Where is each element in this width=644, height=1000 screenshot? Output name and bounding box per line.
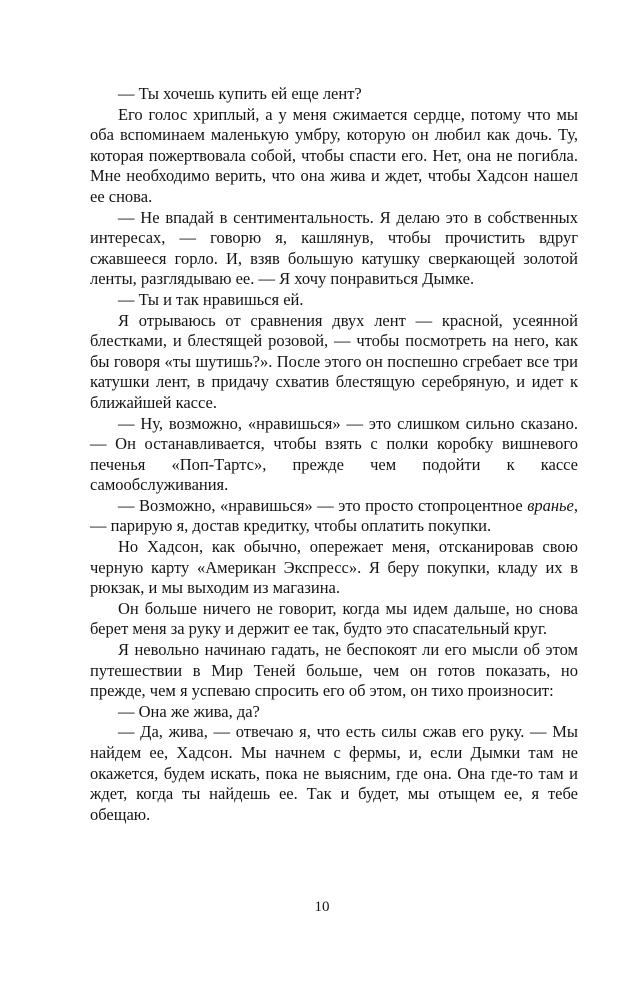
page-number: 10	[314, 899, 330, 915]
paragraph	[90, 105, 578, 208]
paragraph	[90, 414, 578, 496]
text-block	[90, 84, 578, 825]
paragraph	[90, 537, 578, 599]
text-run: — Ну, возможно, «нравишься» — это слишком сильно сказано. — Он останавливается, чтобы взять с полки коробку вишневого печенья «Поп-Тартс», прежде чем подойти к кассе самообслуживания.	[90, 413, 578, 495]
text-run: — Возможно, «нравишься» — это просто стопроцентное	[118, 495, 528, 515]
text-run: — Ты хочешь купить ей еще лент?	[118, 84, 362, 103]
text-run: — Она же жива, да?	[118, 701, 260, 721]
text-run: , — парирую я, достав кредитку, чтобы оплатить покупки.	[90, 495, 578, 536]
paragraph	[90, 311, 578, 414]
text-run: — Да, жива, — отвечаю я, что есть силы сжав его руку. — Мы найдем ее, Хадсон. Мы начнем с фермы, и, если Дымки там не окажется, будем искать, пока не выясним, где она. Она где-то там и ждет, когда ты найдешь ее. Так и будет, мы отыщем ее, я тебе обещаю.	[90, 722, 578, 824]
text-run: — Ты и так нравишься ей.	[118, 289, 304, 309]
text-run: Я отрываюсь от сравнения двух лент — красной, усеянной блестками, и блестящей розовой, — чтобы посмотреть на него, как бы говоря «ты шутишь?». После этого он поспешно сгребает все три катушки лент, в придачу схватив блестящую серебряную, и идет к ближайшей кассе.	[90, 310, 578, 412]
text-run: Я невольно начинаю гадать, не беспокоят ли его мысли об этом путешествии в Мир Теней больше, чем он готов показать, но прежде, чем я успеваю спросить его об этом, он тихо произносит:	[90, 640, 578, 701]
text-run: Его голос хриплый, а у меня сжимается сердце, потому что мы оба вспоминаем маленькую умбру, которую он любил как дочь. Ту, которая пожертвовала собой, чтобы спасти его. Нет, она не погибла. Мне необходимо верить, что она жива и ждет, чтобы Хадсон нашел ее снова.	[90, 104, 578, 206]
paragraph	[90, 599, 578, 640]
text-run: Он больше ничего не говорит, когда мы идем дальше, но снова берет меня за руку и держит ее так, будто это спасательный круг.	[90, 598, 578, 639]
text-run: — Не впадай в сентиментальность. Я делаю это в собственных интересах, — говорю я, кашлянув, чтобы прочистить вдруг сжавшееся горло. И, взяв большую катушку сверкающей золотой ленты, разглядываю ее. — Я хочу понравиться Дымке.	[90, 207, 578, 289]
paragraph	[90, 496, 578, 537]
paragraph	[90, 722, 578, 825]
paragraph	[90, 84, 578, 105]
paragraph	[90, 290, 578, 311]
text-run: Но Хадсон, как обычно, опережает меня, отсканировав свою черную карту «Американ Экспресс». Я беру покупки, кладу их в рюкзак, и мы выходим из магазина.	[90, 537, 578, 598]
paragraph	[90, 208, 578, 290]
text-run: вранье	[527, 495, 574, 515]
paragraph	[90, 702, 578, 723]
paragraph	[90, 640, 578, 702]
